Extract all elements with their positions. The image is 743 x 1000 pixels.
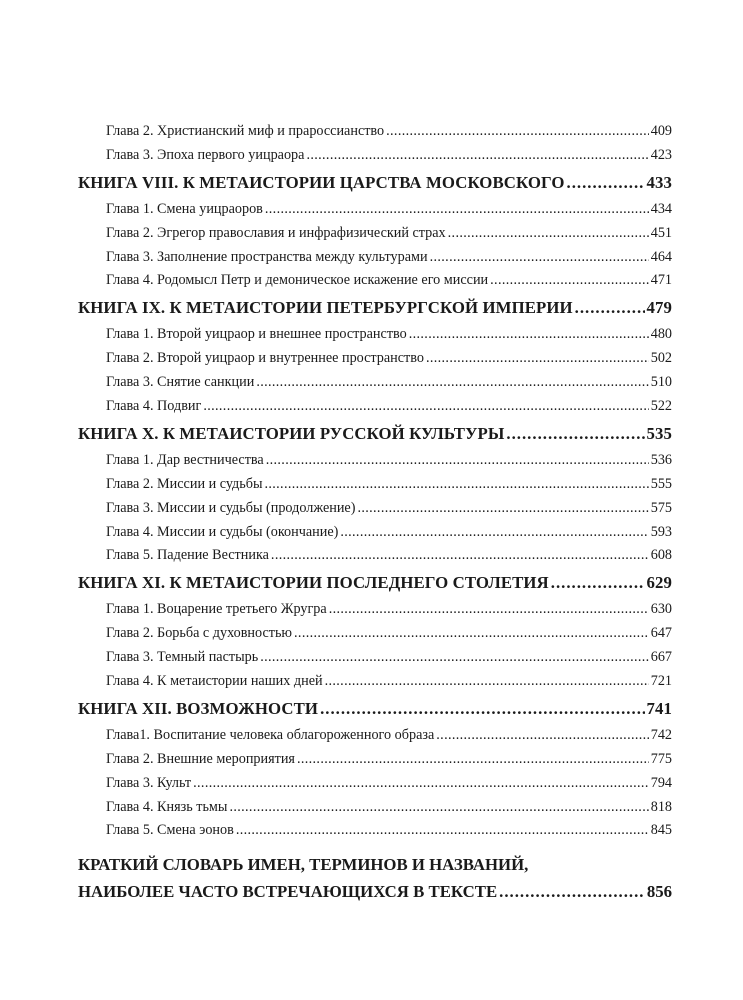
chapter-title: Глава 2. Борьба с духовностью <box>106 625 293 642</box>
page-number: 434 <box>650 200 672 217</box>
book-title: КНИГА VIII. К МЕТАИСТОРИИ ЦАРСТВА МОСКОВСКОГО <box>78 172 565 192</box>
dot-leader <box>490 269 649 293</box>
page-number: 471 <box>650 272 672 289</box>
chapter-title: Глава1. Воспитание человека облагороженного образа <box>106 726 435 743</box>
dot-leader <box>297 748 649 772</box>
toc-book-entry <box>78 419 672 449</box>
toc-book-entry <box>78 168 672 198</box>
book-title: КНИГА XII. ВОЗМОЖНОСТИ <box>78 698 319 718</box>
book-title: КНИГА IX. К МЕТАИСТОРИИ ПЕТЕРБУРГСКОЙ ИМПЕРИИ <box>78 298 573 318</box>
dot-leader <box>266 449 649 473</box>
dot-leader <box>575 293 645 323</box>
dot-leader <box>448 222 649 246</box>
glossary-title-line1: КРАТКИЙ СЛОВАРЬ ИМЕН, ТЕРМИНОВ И НАЗВАНИЙ, <box>78 855 529 875</box>
toc-chapter-entry <box>78 347 672 371</box>
page-number: 629 <box>646 573 672 593</box>
chapter-title: Глава 4. Князь тьмы <box>106 798 228 815</box>
dot-leader <box>329 598 649 622</box>
toc-chapter-entry <box>78 269 672 293</box>
chapter-title: Глава 3. Эпоха первого уицраора <box>106 146 305 163</box>
chapter-title: Глава 3. Снятие санкции <box>106 374 255 391</box>
dot-leader <box>203 395 648 419</box>
dot-leader <box>256 371 648 395</box>
page-number: 433 <box>646 172 672 192</box>
chapter-title: Глава 4. Родомысл Петр и демоническое искажение его миссии <box>106 272 489 289</box>
page-number: 630 <box>650 601 672 618</box>
dot-leader <box>436 724 648 748</box>
toc-rows <box>78 120 672 843</box>
toc-chapter-entry <box>78 748 672 772</box>
chapter-title: Глава 3. Миссии и судьбы (продолжение) <box>106 499 356 516</box>
toc-chapter-entry <box>78 497 672 521</box>
toc-chapter-entry <box>78 449 672 473</box>
page-number: 502 <box>650 350 672 367</box>
book-title: КНИГА X. К МЕТАИСТОРИИ РУССКОЙ КУЛЬТУРЫ <box>78 423 505 443</box>
dot-leader <box>294 622 649 646</box>
dot-leader <box>193 772 649 796</box>
dot-leader <box>506 419 644 449</box>
toc-chapter-entry <box>78 120 672 144</box>
dot-leader <box>499 878 645 905</box>
chapter-title: Глава 4. Подвиг <box>106 398 202 415</box>
dot-leader <box>551 568 645 598</box>
toc-chapter-entry <box>78 395 672 419</box>
toc-chapter-entry <box>78 473 672 497</box>
page-number: 451 <box>650 224 672 241</box>
toc-book-entry <box>78 568 672 598</box>
toc-chapter-entry <box>78 222 672 246</box>
toc-chapter-entry <box>78 323 672 347</box>
page-number: 575 <box>650 499 672 516</box>
page-number: 741 <box>646 698 672 718</box>
book-title: КНИГА XI. К МЕТАИСТОРИИ ПОСЛЕДНЕГО СТОЛЕТИЯ <box>78 573 549 593</box>
page-number: 845 <box>650 822 672 839</box>
chapter-title: Глава 2. Второй уицраор и внутреннее пространство <box>106 350 424 367</box>
chapter-title: Глава 3. Заполнение пространства между культурами <box>106 248 428 265</box>
toc-book-entry <box>78 694 672 724</box>
page-number: 409 <box>650 123 672 139</box>
toc-book-entry <box>78 293 672 323</box>
toc-chapter-entry <box>78 371 672 395</box>
page-number: 742 <box>650 726 672 743</box>
dot-leader <box>265 198 649 222</box>
chapter-title: Глава 1. Второй уицраор и внешнее пространство <box>106 326 407 343</box>
chapter-title: Глава 1. Воцарение третьего Жругра <box>106 601 327 618</box>
page-number: 667 <box>650 649 672 666</box>
toc-chapter-entry <box>78 598 672 622</box>
toc-chapter-entry <box>78 724 672 748</box>
page-number: 536 <box>650 451 672 468</box>
dot-leader <box>320 694 644 724</box>
dot-leader <box>426 347 649 371</box>
dot-leader <box>567 168 645 198</box>
toc-chapter-entry <box>78 246 672 270</box>
dot-leader <box>386 120 649 144</box>
dot-leader <box>306 144 648 168</box>
chapter-title: Глава 5. Смена эонов <box>106 822 234 839</box>
chapter-title: Глава 5. Падение Вестника <box>106 547 269 564</box>
dot-leader <box>271 544 649 568</box>
glossary-page-number: 856 <box>646 882 672 902</box>
dot-leader <box>260 646 649 670</box>
page-number: 510 <box>650 374 672 391</box>
page-number: 423 <box>650 146 672 163</box>
page-number: 647 <box>650 625 672 642</box>
toc-chapter-entry <box>78 144 672 168</box>
toc-chapter-entry <box>78 796 672 820</box>
page-number: 464 <box>650 248 672 265</box>
page-number: 775 <box>650 750 672 767</box>
page-number: 608 <box>650 547 672 564</box>
chapter-title: Глава 3. Культ <box>106 774 192 791</box>
toc-chapter-entry <box>78 544 672 568</box>
glossary-entry-line1 <box>78 851 672 878</box>
chapter-title: Глава 1. Смена уицраоров <box>106 200 263 217</box>
dot-leader <box>236 819 649 843</box>
toc-chapter-entry <box>78 521 672 545</box>
dot-leader <box>340 521 648 545</box>
dot-leader <box>325 670 649 694</box>
chapter-title: Глава 2. Христианский миф и прароссианство <box>106 123 385 139</box>
page-number: 593 <box>650 523 672 540</box>
chapter-title: Глава 4. Миссии и судьбы (окончание) <box>106 523 339 540</box>
toc-chapter-entry <box>78 670 672 694</box>
chapter-title: Глава 1. Дар вестничества <box>106 451 264 468</box>
toc-chapter-entry <box>78 772 672 796</box>
dot-leader <box>430 246 649 270</box>
dot-leader <box>229 796 648 820</box>
dot-leader <box>264 473 648 497</box>
chapter-title: Глава 4. К метаистории наших дней <box>106 673 323 690</box>
toc-chapter-entry <box>78 198 672 222</box>
page-number: 794 <box>650 774 672 791</box>
toc-chapter-entry <box>78 819 672 843</box>
chapter-title: Глава 2. Миссии и судьбы <box>106 475 263 492</box>
dot-leader <box>357 497 648 521</box>
glossary-title-line2: НАИБОЛЕЕ ЧАСТО ВСТРЕЧАЮЩИХСЯ В ТЕКСТЕ <box>78 882 498 902</box>
page-number: 479 <box>646 298 672 318</box>
table-of-contents <box>78 120 672 905</box>
glossary-entry-line2 <box>78 878 672 905</box>
page-number: 721 <box>650 673 672 690</box>
toc-chapter-entry <box>78 622 672 646</box>
page-number: 480 <box>650 326 672 343</box>
page-number: 522 <box>650 398 672 415</box>
chapter-title: Глава 2. Эгрегор православия и инфрафизический страх <box>106 224 446 241</box>
chapter-title: Глава 2. Внешние мероприятия <box>106 750 295 767</box>
chapter-title: Глава 3. Темный пастырь <box>106 649 259 666</box>
page-number: 535 <box>646 423 672 443</box>
page-number: 818 <box>650 798 672 815</box>
toc-chapter-entry <box>78 646 672 670</box>
page-number: 555 <box>650 475 672 492</box>
dot-leader <box>409 323 649 347</box>
